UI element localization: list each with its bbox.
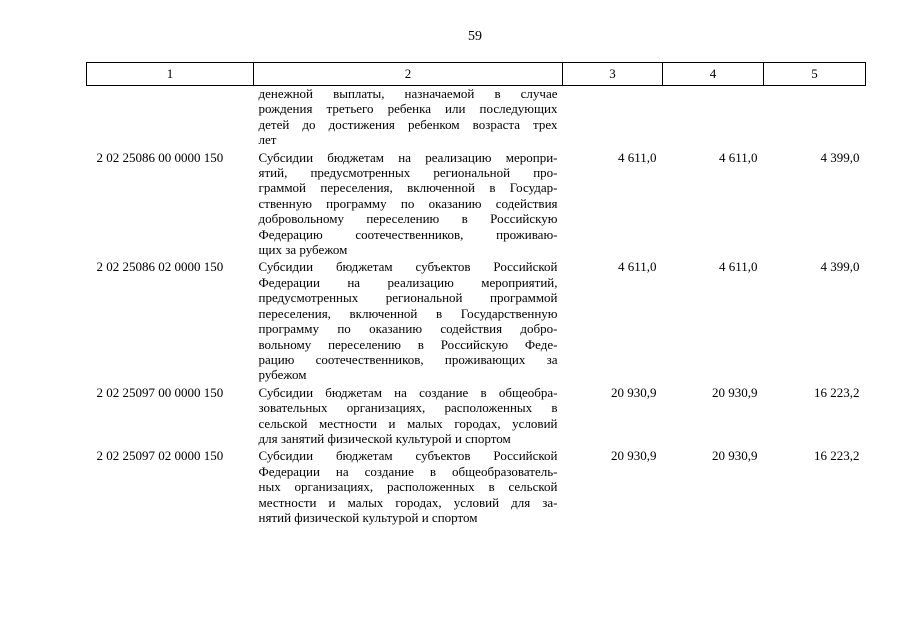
description-line: для занятий физической культурой и спортом (258, 430, 511, 446)
row-code (87, 86, 254, 150)
row-code: 2 02 25086 02 0000 150 (96, 259, 224, 275)
description-line: Субсидии бюджетам на создание в общеобра- (258, 384, 558, 400)
table-row (87, 259, 866, 384)
budget-table (86, 62, 866, 527)
row-code: 2 02 25097 02 0000 150 (96, 448, 224, 464)
description-line: детей до достижения ребенком возраста трех (258, 116, 558, 132)
row-value-5 (764, 86, 866, 150)
row-description (254, 259, 563, 384)
row-value-5: 4 399,0 (820, 259, 860, 275)
description-line: граммой переселения, включенной в Государ- (258, 180, 558, 196)
description-line: рацию соотечественников, проживающих за (258, 351, 558, 367)
description-line: ятий, предусмотренных региональной про- (258, 165, 558, 181)
row-value-4: 20 930,9 (712, 448, 758, 464)
description-line: переселения, включенной в Государственную (258, 305, 558, 321)
row-description (254, 385, 563, 449)
description-line: вольному переселению в Российскую Феде- (258, 336, 558, 352)
row-description (254, 150, 563, 260)
page-number: 59 (468, 29, 482, 44)
description-line: предусмотренных региональной программой (258, 290, 558, 306)
description-line: Субсидии бюджетам на реализацию меропри- (258, 149, 558, 165)
row-code: 2 02 25097 00 0000 150 (96, 384, 224, 400)
row-value-4: 4 611,0 (718, 149, 758, 165)
description-line: Субсидии бюджетам субъектов Российской (258, 259, 558, 275)
description-line: рубежом (258, 367, 307, 383)
header-col-4: 4 (663, 63, 764, 86)
header-col-2: 2 (254, 63, 563, 86)
header-col-1: 1 (87, 63, 254, 86)
row-value-3: 4 611,0 (617, 149, 657, 165)
row-value-4: 20 930,9 (712, 384, 758, 400)
row-value-5: 16 223,2 (814, 448, 860, 464)
header-col-3: 3 (563, 63, 663, 86)
table-body (87, 86, 866, 528)
row-value-3: 20 930,9 (611, 448, 657, 464)
row-code: 2 02 25086 00 0000 150 (96, 149, 224, 165)
description-line: Федерации на создание в общеобразователь- (258, 463, 558, 479)
description-line: щих за рубежом (258, 242, 348, 258)
description-line: программу по оказанию содействия добро- (258, 321, 558, 337)
table-row (87, 150, 866, 260)
table-header (87, 63, 866, 86)
table-row (87, 448, 866, 527)
row-value-3 (563, 86, 663, 150)
description-line: денежной выплаты, назначаемой в случае (258, 86, 558, 101)
row-value-5: 4 399,0 (820, 149, 860, 165)
description-line: лет (258, 132, 277, 148)
description-line: сельской местности и малых городах, условий (258, 415, 558, 431)
description-line: ных организациях, расположенных в сельской (258, 479, 558, 495)
description-line: Федерации на реализацию мероприятий, (258, 274, 558, 290)
description-line: добровольному переселению в Российскую (258, 211, 558, 227)
row-value-3: 20 930,9 (611, 384, 657, 400)
row-value-4 (663, 86, 764, 150)
row-description (254, 86, 563, 150)
description-line: местности и малых городах, условий для за- (258, 494, 558, 510)
row-value-5: 16 223,2 (814, 384, 860, 400)
description-line: ственную программу по оказанию содействия (258, 195, 558, 211)
row-value-4: 4 611,0 (718, 259, 758, 275)
description-line: рождения третьего ребенка или последующих (258, 101, 558, 117)
row-description (254, 448, 563, 527)
description-line: Субсидии бюджетам субъектов Российской (258, 448, 558, 464)
table-row (87, 86, 866, 150)
header-col-5: 5 (764, 63, 866, 86)
table-row (87, 385, 866, 449)
row-value-3: 4 611,0 (617, 259, 657, 275)
description-line: нятий физической культурой и спортом (258, 509, 478, 525)
description-line: Федерацию соотечественников, проживаю- (258, 226, 558, 242)
description-line: зовательных организациях, расположенных в (258, 400, 558, 416)
